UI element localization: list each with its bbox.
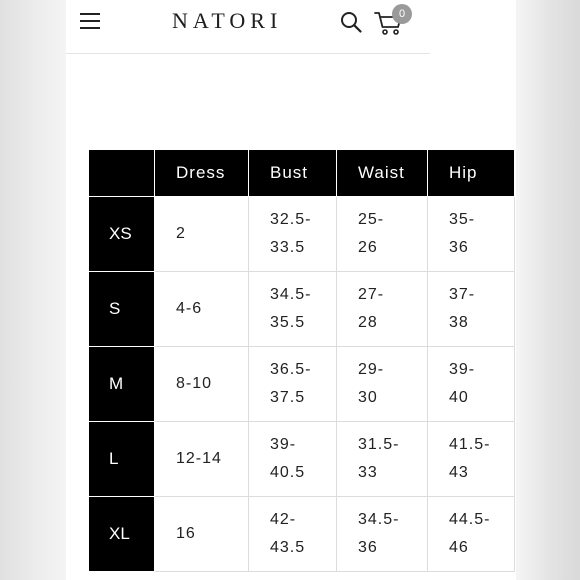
column-header: Hip [428,150,515,197]
bust-cell: 42- 43.5 [249,497,337,572]
hip-cell: 41.5- 43 [428,422,515,497]
column-header: Dress [155,150,249,197]
table-row [89,422,515,497]
dress-cell: 16 [155,497,249,572]
bust-cell: 34.5- 35.5 [249,272,337,347]
hip-cell: 35- 36 [428,197,515,272]
waist-cell: 34.5- 36 [337,497,428,572]
hip-cell: 44.5- 46 [428,497,515,572]
size-label-cell: L [89,422,155,497]
size-label-cell: M [89,347,155,422]
hip-cell: 37- 38 [428,272,515,347]
column-header: Bust [249,150,337,197]
size-chart-body [89,197,515,572]
table-row [89,197,515,272]
size-chart-header-row [89,150,515,197]
waist-cell: 25- 26 [337,197,428,272]
size-chart-table [88,149,515,572]
size-label-cell: XL [89,497,155,572]
site-header [66,0,430,54]
size-label-cell: XS [89,197,155,272]
cart-count-badge: 0 [392,4,412,24]
page [66,0,516,580]
column-header: Waist [337,150,428,197]
hamburger-menu-icon[interactable] [80,13,100,30]
waist-cell: 29- 30 [337,347,428,422]
dress-cell: 8-10 [155,347,249,422]
dress-cell: 12-14 [155,422,249,497]
bust-cell: 36.5- 37.5 [249,347,337,422]
search-icon[interactable] [340,11,362,33]
waist-cell: 27- 28 [337,272,428,347]
size-label-cell: S [89,272,155,347]
waist-cell: 31.5- 33 [337,422,428,497]
hip-cell: 39- 40 [428,347,515,422]
bust-cell: 32.5- 33.5 [249,197,337,272]
brand-logo[interactable]: NATORI [172,8,283,33]
backdrop-left [0,0,66,580]
bust-cell: 39- 40.5 [249,422,337,497]
table-row [89,347,515,422]
dress-cell: 2 [155,197,249,272]
table-row [89,272,515,347]
backdrop-right [516,0,580,580]
dress-cell: 4-6 [155,272,249,347]
corner-cell [89,150,155,197]
table-row [89,497,515,572]
